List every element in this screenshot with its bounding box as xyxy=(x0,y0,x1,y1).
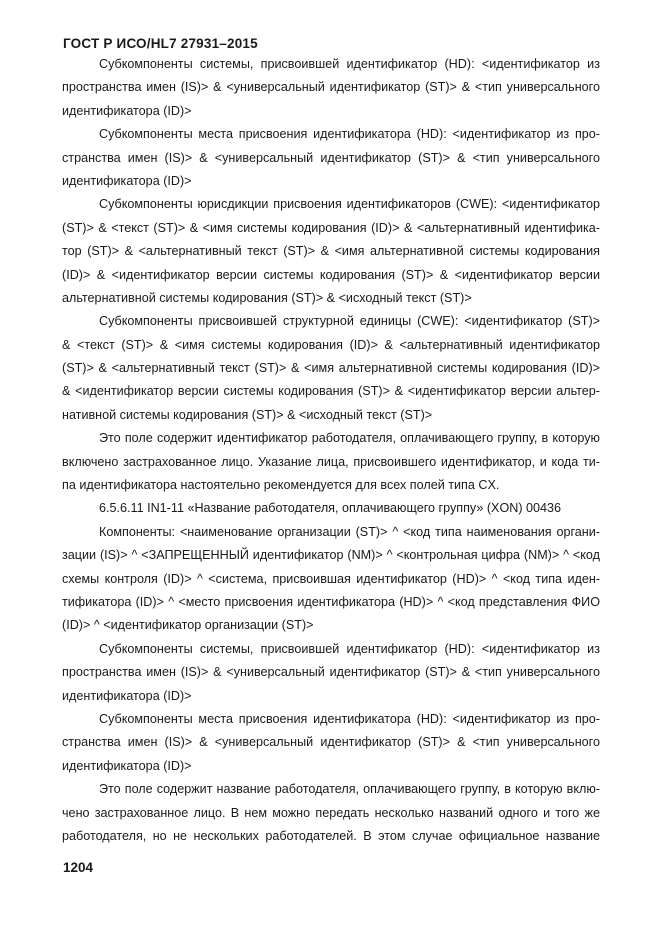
paragraph-line: па идентификатора настоятельно рекомендуется для всех полей типа CX. xyxy=(62,478,500,493)
paragraph-line: идентификатора (ID)> xyxy=(62,688,192,703)
paragraph-line: (ST)> & <текст (ST)> & <имя системы кодирования (ID)> & <альтернативный идентифика- xyxy=(62,220,600,235)
paragraph-line: альтернативной системы кодирования (ST)> & <исходный текст (ST)> xyxy=(62,290,472,305)
paragraph-line: Компоненты: <наименование организации (ST)> ^ <код типа наименования органи- xyxy=(99,524,600,539)
paragraph xyxy=(62,638,600,708)
paragraph-line: тор (ST)> & <альтернативный текст (ST)> & <имя альтернативной системы кодирования xyxy=(62,244,600,259)
paragraph-line: Это поле содержит название работодателя, оплачивающего группу, в которую вклю- xyxy=(99,782,600,797)
paragraph-line: нативной системы кодирования (ST)> & <исходный текст (ST)> xyxy=(62,407,433,422)
paragraph-line: пространства имен (IS)> & <универсальный идентификатор (ST)> & <тип универсального xyxy=(62,80,600,95)
paragraph-line: Субкомпоненты юрисдикции присвоения идентификаторов (CWE): <идентификатор xyxy=(99,197,600,212)
paragraph-line: странства имен (IS)> & <универсальный идентификатор (ST)> & <тип универсального xyxy=(62,150,600,165)
paragraph xyxy=(62,778,600,848)
paragraph-line: идентификатора (ID)> xyxy=(62,758,192,773)
paragraph-line: Это поле содержит идентификатор работодателя, оплачивающего группу, в которую xyxy=(99,431,600,446)
paragraph-line: (ID)> ^ <идентификатор организации (ST)> xyxy=(62,618,314,633)
paragraph-line: Субкомпоненты места присвоения идентификатора (HD): <идентификатор из про- xyxy=(99,127,600,142)
page-number: 1204 xyxy=(63,860,94,875)
paragraph-line: & <идентификатор версии системы кодирования (ST)> & <идентификатор версии альтер- xyxy=(62,384,600,399)
paragraph-line: идентификатора (ID)> xyxy=(62,103,192,118)
paragraph xyxy=(62,193,600,310)
paragraph-line: (ID)> & <идентификатор версии системы кодирования (ST)> & <идентификатор версии xyxy=(62,267,600,282)
document-header-title: ГОСТ Р ИСО/HL7 27931–2015 xyxy=(63,36,258,51)
paragraph-line: & <текст (ST)> & <имя системы кодирования (ID)> & <альтернативный идентификатор xyxy=(62,337,600,352)
paragraph-line: включено застрахованное лицо. Указание лица, присвоившего идентификатор, и кода ти- xyxy=(62,454,600,469)
paragraph-line: пространства имен (IS)> & <универсальный идентификатор (ST)> & <тип универсального xyxy=(62,665,600,680)
paragraph-line: чено застрахованное лицо. В нем можно передать несколько названий одного и того же xyxy=(62,805,600,820)
paragraph-line: Субкомпоненты места присвоения идентификатора (HD): <идентификатор из про- xyxy=(99,711,600,726)
paragraph-line: Субкомпоненты системы, присвоившей идентификатор (HD): <идентификатор из xyxy=(99,57,600,71)
document-body xyxy=(62,53,600,848)
paragraph xyxy=(62,427,600,497)
paragraph xyxy=(62,521,600,638)
paragraph xyxy=(62,497,600,520)
paragraph-line: (ST)> & <альтернативный текст (ST)> & <имя альтернативной системы кодирования (ID)> xyxy=(62,361,600,376)
paragraph-line: Субкомпоненты системы, присвоившей идентификатор (HD): <идентификатор из xyxy=(99,641,600,656)
paragraph xyxy=(62,310,600,427)
paragraph xyxy=(62,123,600,193)
paragraph-line: работодателя, но не нескольких работодателей. В этом случае официальное название xyxy=(62,828,600,843)
paragraph-line: Субкомпоненты присвоившей структурной единицы (CWE): <идентификатор (ST)> xyxy=(99,314,600,329)
paragraph-line: тификатора (ID)> ^ <место присвоения идентификатора (HD)> ^ <код представления ФИО xyxy=(62,594,600,609)
paragraph-line: 6.5.6.11 IN1-11 «Название работодателя, оплачивающего группу» (XON) 00436 xyxy=(99,501,562,516)
paragraph-line: странства имен (IS)> & <универсальный идентификатор (ST)> & <тип универсального xyxy=(62,735,600,750)
paragraph xyxy=(62,53,600,123)
paragraph-line: зации (IS)> ^ <ЗАПРЕЩЕННЫЙ идентификатор (NM)> ^ <контрольная цифра (NM)> ^ <код xyxy=(62,548,600,563)
paragraph-line: схемы контроля (ID)> ^ <система, присвоившая идентификатор (HD)> ^ <код типа иден- xyxy=(62,571,600,586)
paragraph-line: идентификатора (ID)> xyxy=(62,173,192,188)
paragraph xyxy=(62,708,600,778)
